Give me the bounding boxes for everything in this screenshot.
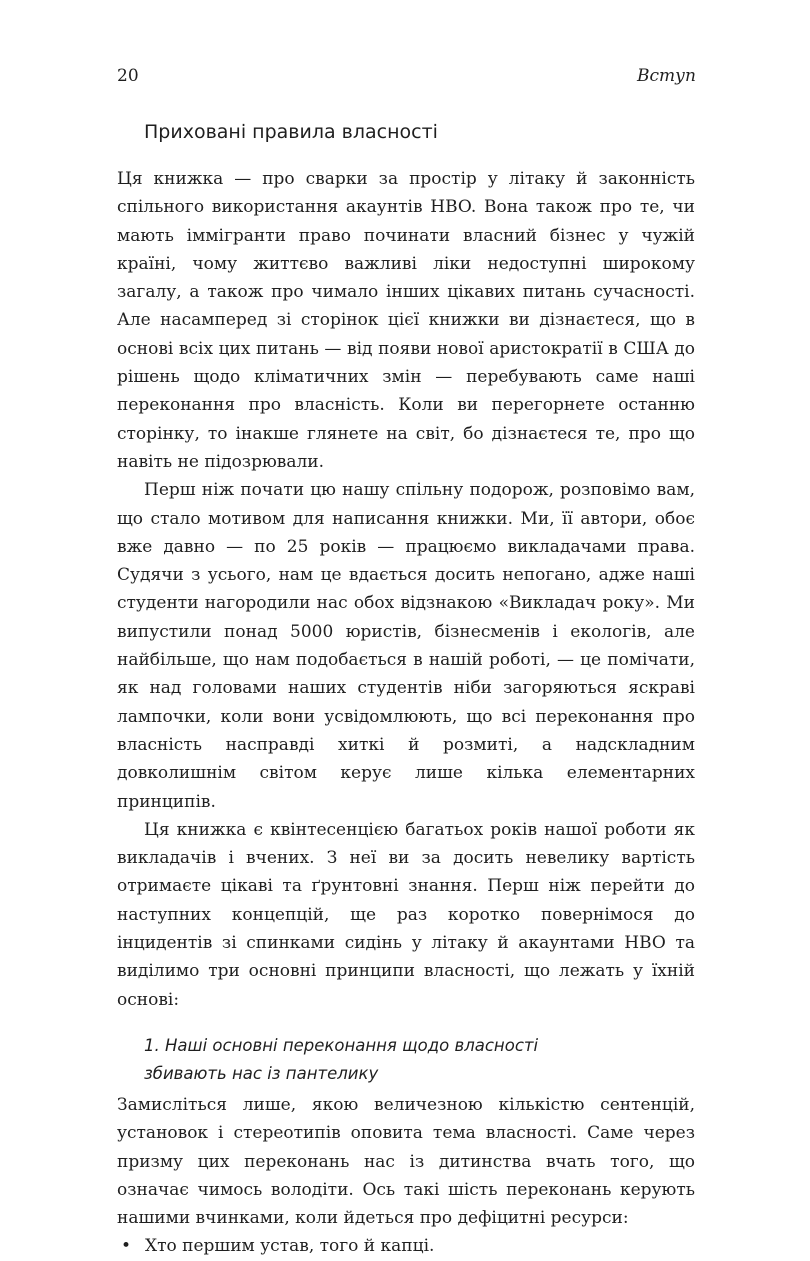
- list-item: [117, 1232, 695, 1260]
- subheading-line-2: збивають нас із пантелику: [144, 1063, 379, 1083]
- section-title: Приховані правила власності: [144, 121, 438, 143]
- beliefs-list: [117, 1232, 695, 1260]
- paragraph-intro: Ця книжка — про сварки за простір у літаку й законність спільного використання акаунтів HBO. Вона також про те, чи мають іммігранти право починати власний бізнес у чужій країні, чому життєво важливі ліки недоступні широкому загалу, а також про чимало інших цікавих питань сучасності. Але насамперед зі сторінок цієї книжки ви дізнаєтеся, що в основі всіх цих питань — від появи нової аристократії в США до рішень щодо кліматичних змін — перебувають саме наші переконання про власність. Коли ви перегорнете останню сторінку, то інакше глянете на світ, бо дізнаєтеся те, про що навіть не підозрювали.: [117, 169, 695, 472]
- paragraph-motivation: Перш ніж почати цю нашу спільну подорож, розповімо вам, що стало мотивом для написання книжки. Ми, її автори, обоє вже давно — по 25 років — працюємо викладачами права. Судячи з усього, нам це вдається досить непогано, адже наші студенти нагородили нас обох відзнакою «Викладач року». Ми випустили понад 5000 юристів, бізнесменів і екологів, але найбільше, що нам подобається в нашій роботі, — це помічати, як над головами наших студентів ніби загоряються яскраві лампочки, коли вони усвідомлюють, що всі переконання про власність насправді хиткі й розмиті, а надскладним довколишнім світом керує лише кілька елементарних принципів.: [117, 480, 695, 812]
- paragraph-principles: Ця книжка є квінтесенцією багатьох років нашої роботи як викладачів і вчених. З неї ви за досить невелику вартість отримаєте цікаві та ґрунтовні знання. Перш ніж перейти до наступних концепцій, ще раз коротко повернімося до інцидентів зі спинками сидінь у літаку й акаунтами HBO та виділимо три основні принципи власності, що лежать у їхній основі:: [117, 819, 695, 1010]
- subheading: [144, 1032, 695, 1088]
- page-number: 20: [117, 66, 139, 86]
- bullet-mark: •: [121, 1236, 132, 1257]
- running-head: Вступ: [637, 66, 696, 86]
- paragraph-beliefs: Замисліться лише, якою величезною кількістю сентенцій, установок і стереотипів оповита тема власності. Саме через призму цих переконань нас із дитинства вчать того, що означає чимось володіти. Ось такі шість переконань керують нашими вчинками, коли йдеться про дефіцитні ресурси:: [117, 1094, 695, 1229]
- page-body: [117, 118, 695, 1261]
- subheading-line-1: 1. Наші основні переконання щодо власності: [144, 1035, 539, 1055]
- list-item-text: Хто першим устав, того й капці.: [145, 1236, 435, 1257]
